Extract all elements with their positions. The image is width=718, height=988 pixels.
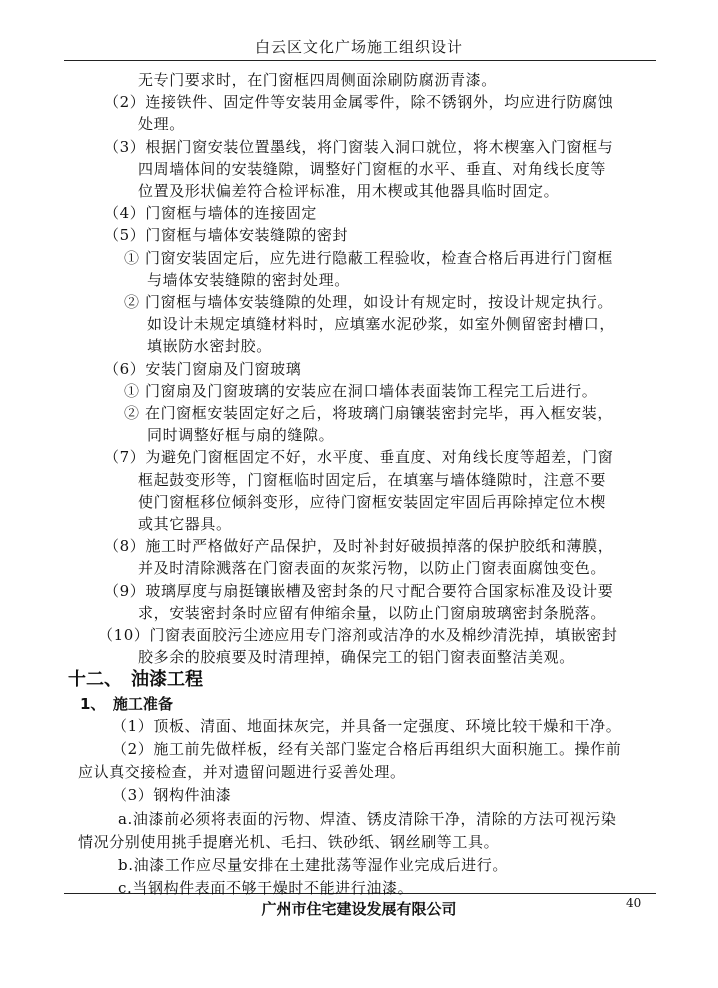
body-line: （7）为避免门窗框固定不好，水平度、垂直度、对角线长度等超差，门窗 xyxy=(104,448,614,467)
subsection-heading: 1、 施工准备 xyxy=(80,695,173,713)
body-line: （3）根据门窗安装位置墨线，将门窗装入洞口就位，将木楔塞入门窗框与 xyxy=(104,137,614,156)
body-line: 填嵌防水密封胶。 xyxy=(147,337,272,356)
body-line: （10）门窗表面胶污尘迹应用专门溶剂或洁净的水及棉纱清洗掉，填嵌密封 xyxy=(98,626,618,644)
body-line: （1）顶板、清面、地面抹灰完，并具备一定强度、环境比较干燥和干净。 xyxy=(112,717,622,735)
body-line: a.油漆前必须将表面的污物、焊渣、锈皮清除干净，清除的方法可视污染 xyxy=(118,810,617,828)
body-line: 位置及形状偏差符合检评标准，用木楔或其他器具临时固定。 xyxy=(138,182,560,200)
body-line: 框起鼓变形等，门窗框临时固定后，在填塞与墙体缝隙时，注意不要 xyxy=(138,470,607,489)
body-line: （2）施工前先做样板，经有关部门鉴定合格后再组织大面积施工。操作前 xyxy=(112,740,622,758)
body-line: 同时调整好框与扇的缝隙。 xyxy=(147,426,335,445)
body-line: 或其它器具。 xyxy=(138,515,232,533)
body-line: （9）玻璃厚度与扇挺镶嵌槽及密封条的尺寸配合要符合国家标准及设计要 xyxy=(104,581,614,600)
body-line: （5）门窗框与墙体安装缝隙的密封 xyxy=(104,226,349,245)
body-line: （4）门窗框与墙体的连接固定 xyxy=(104,204,317,223)
body-line: ② 门窗框与墙体安装缝隙的处理，如设计有规定时，按设计规定执行。 xyxy=(124,293,613,311)
body-line: 处理。 xyxy=(138,115,185,134)
running-header: 白云区文化广场施工组织设计 xyxy=(254,38,463,56)
body-line: ② 在门窗框安装固定好之后，将玻璃门扇镶装密封完毕，再入框安装， xyxy=(124,404,613,422)
body-line: （3）钢构件油漆 xyxy=(112,786,232,804)
footer-company: 广州市住宅建设发展有限公司 xyxy=(261,900,457,918)
body-line: b.油漆工作应尽量安排在土建批荡等湿作业完成后进行。 xyxy=(118,856,508,874)
section-heading: 十二、 油漆工程 xyxy=(68,669,203,690)
body-line: 求，安装密封条时应留有伸缩余量，以防止门窗扇玻璃密封条脱落。 xyxy=(138,603,607,622)
body-line: ① 门窗扇及门窗玻璃的安装应在洞口墙体表面装饰工程完工后进行。 xyxy=(124,381,598,400)
body-line: 应认真交接检查，并对遗留问题进行妥善处理。 xyxy=(78,763,406,781)
body-line: （8）施工时严格做好产品保护，及时补封好破损掉落的保护胶纸和薄膜， xyxy=(104,537,614,556)
body-line: 并及时清除溅落在门窗表面的灰浆污物，以防止门窗表面腐蚀变色。 xyxy=(138,559,607,578)
body-line: c.当钢构件表面不够干燥时不能进行油漆。 xyxy=(118,879,414,897)
body-line: （2）连接铁件、固定件等安装用金属零件，除不锈钢外，均应进行防腐蚀 xyxy=(104,93,614,112)
body-line: 与墙体安装缝隙的密封处理。 xyxy=(147,270,350,289)
body-line: 无专门要求时，在门窗框四周侧面涂刷防腐沥青漆。 xyxy=(138,71,497,89)
body-line: 使门窗框移位倾斜变形，应待门窗框安装固定牢固后再除掉定位木楔 xyxy=(138,492,607,511)
body-line: 四周墙体间的安装缝隙，调整好门窗框的水平、垂直、对角线长度等 xyxy=(138,159,607,178)
body-line: ① 门窗安装固定后，应先进行隐蔽工程验收，检查合格后再进行门窗框 xyxy=(124,248,613,267)
page-number: 40 xyxy=(626,896,642,910)
body-line: 如设计未规定填缝材料时，应填塞水泥砂浆，如室外侧留密封槽口， xyxy=(147,315,616,334)
body-line: 胶多余的胶痕要及时清理掉，确保完工的铝门窗表面整洁美观。 xyxy=(138,648,575,667)
body-line: （6）安装门窗扇及门窗玻璃 xyxy=(104,359,302,378)
body-line: 情况分别使用挑手提磨光机、毛扫、铁砂纸、钢丝刷等工具。 xyxy=(78,833,500,851)
